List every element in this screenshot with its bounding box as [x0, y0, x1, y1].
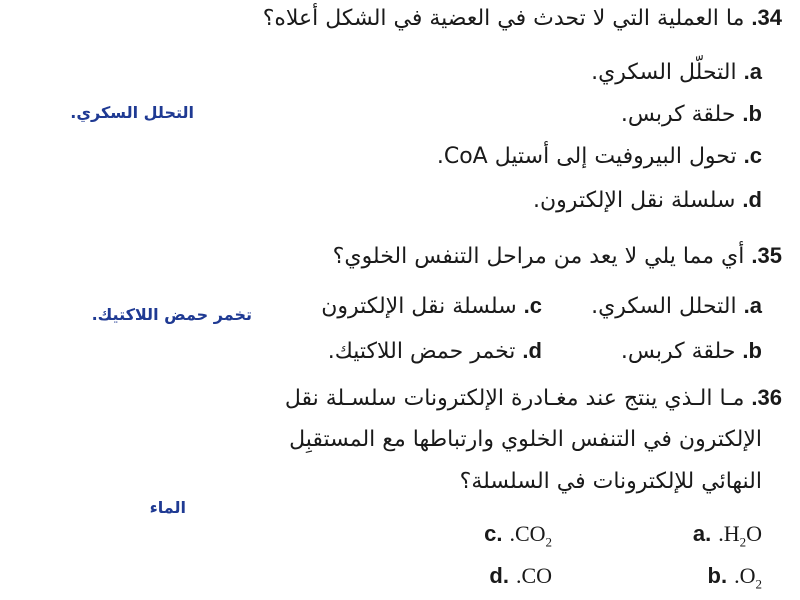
q36-number: 36.	[751, 385, 782, 410]
q35-question-text: أي مما يلي لا يعد من مراحل التنفس الخلوي؟	[332, 244, 745, 269]
q36-option-d[interactable]: d. .CO	[489, 563, 552, 588]
q36-option-d-formula: .CO	[515, 563, 552, 588]
q36-option-c[interactable]: c. $.CO_2$	[484, 521, 552, 550]
q36-option-a-formula: $.H_2O$	[718, 521, 762, 550]
q34-option-a[interactable]: a. التحلّل السكري.	[591, 59, 762, 85]
q34-option-d[interactable]: d. سلسلة نقل الإلكترون.	[533, 187, 762, 213]
q36-option-b[interactable]: b. $.O_2$	[707, 563, 762, 592]
q35-option-b[interactable]: b. حلقة كربس.	[620, 338, 762, 364]
q36-question-line-1: 36. مـا الـذي ينتج عند مغـادرة الإلكترونات سلسـلة نقل	[284, 385, 782, 411]
q34-question-text: ما العملية التي لا تحدث في العضية في الشكل أعلاه؟	[262, 6, 745, 31]
q34-option-c[interactable]: c. تحول البيروفيت إلى أستيل CoA.	[436, 143, 762, 169]
q35-option-d[interactable]: d. تخمر حمض اللاكتيك.	[327, 338, 542, 364]
q35-answer: تخمر حمض اللاكتيك.	[91, 305, 252, 324]
q36-option-a[interactable]: a. $.H_2O$	[692, 521, 762, 550]
q36-option-b-formula: $.O_2$	[734, 563, 762, 592]
q34-question	[263, 2, 782, 35]
q35-number: 35.	[751, 243, 782, 268]
q35-question	[333, 240, 782, 273]
q36-answer: الماء	[149, 498, 186, 517]
q36-option-c-formula: $.CO_2$	[509, 521, 552, 550]
q34-answer: التحلل السكري.	[70, 103, 194, 122]
q34-option-b[interactable]: b. حلقة كربس.	[620, 101, 762, 127]
q35-option-a[interactable]: a. التحلل السكري.	[591, 293, 762, 319]
q36-question-line-3: النهائي للإلكترونات في السلسلة؟	[459, 469, 762, 494]
q36-question-line-2: الإلكترون في التنفس الخلوي وارتباطها مع المستقبِل	[289, 427, 762, 452]
q35-option-c[interactable]: c. سلسلة نقل الإلكترون	[321, 293, 542, 319]
q34-number: 34.	[751, 5, 782, 30]
